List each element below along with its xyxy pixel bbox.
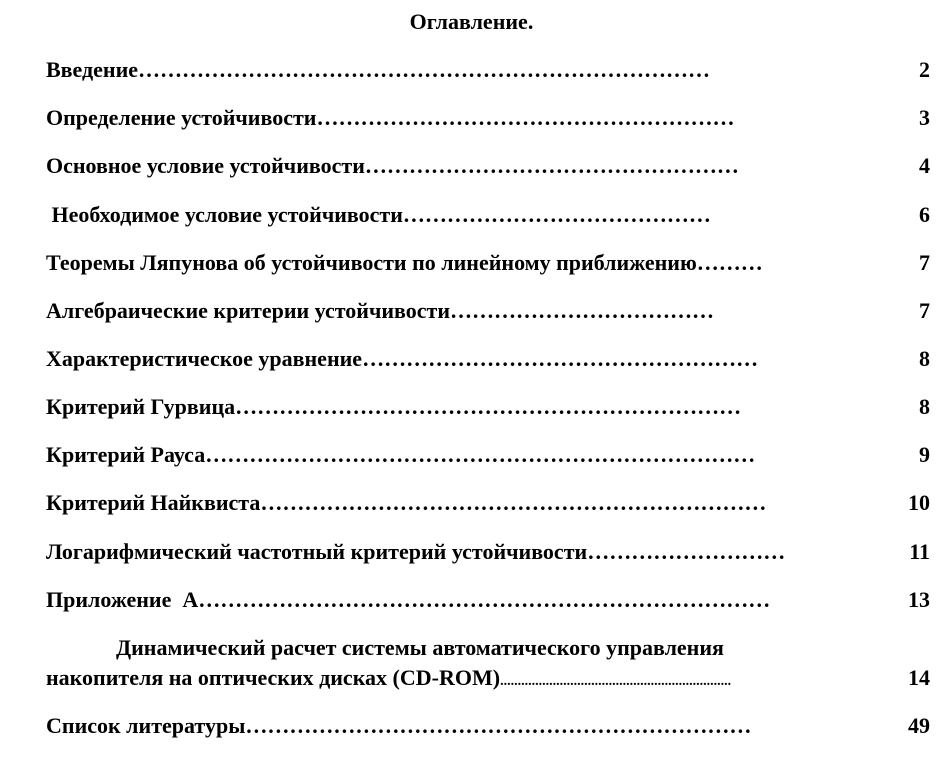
- toc-page-number: 2: [919, 57, 930, 82]
- toc-leader-dots: …………………………………………………: [316, 105, 735, 130]
- toc-leader-dots: ……………………………………: [402, 202, 711, 227]
- toc-page-number: 6: [919, 202, 930, 227]
- toc-entry-label: Основное условие устойчивости: [46, 153, 365, 178]
- toc-entry-label: Теоремы Ляпунова об устойчивости по линейному приближению: [46, 250, 697, 275]
- toc-entry-necessary-condition: [46, 201, 930, 229]
- toc-page-number: 11: [909, 539, 930, 564]
- toc-leader-dots: ………………………………: [450, 298, 715, 323]
- toc-entry-nyquist-criterion: [46, 489, 930, 517]
- toc-entry-routh-criterion: [46, 441, 930, 469]
- toc-entry-basic-condition: [46, 152, 930, 180]
- toc-page-number: 10: [908, 490, 930, 515]
- toc-page-number: 9: [919, 442, 930, 467]
- toc-entry-label: Критерий Найквиста: [46, 490, 261, 515]
- toc-entry-label: Критерий Гурвица: [46, 394, 236, 419]
- toc-page-number: 8: [919, 346, 930, 371]
- toc-entry-label: Критерий Рауса: [46, 442, 206, 467]
- toc-entry-label: Логарифмический частотный критерий устойчивости: [46, 539, 588, 564]
- toc-entry-log-frequency-criterion: [46, 538, 930, 566]
- toc-entry-stability-definition: [46, 104, 930, 132]
- toc-leader-dots: ……………………………………………………………: [235, 394, 742, 419]
- toc-entry-dynamic-calc-line2: [46, 664, 930, 696]
- toc-page-number: 3: [919, 105, 930, 130]
- toc-leader-dots: …………………………………………………………………: [205, 442, 756, 467]
- toc-leader-dots: ……………………………………………………………………: [138, 57, 711, 82]
- toc-leader-dots: ……………………………………………………………: [260, 490, 767, 515]
- toc-entry-appendix-a: [46, 586, 930, 614]
- toc-page-number: 8: [919, 394, 930, 419]
- toc-leader-dots: ..................................................................: [500, 674, 732, 689]
- toc-leader-dots: ……………………………………………………………: [245, 713, 752, 738]
- toc-entry-label: Алгебраические критерии устойчивости: [46, 298, 451, 323]
- toc-entry-algebraic-criteria: [46, 297, 930, 325]
- toc-leader-dots: ……………………………………………: [364, 153, 739, 178]
- toc-entry-label: Определение устойчивости: [46, 105, 317, 130]
- toc-leader-dots: ………………………: [587, 539, 786, 564]
- toc-entry-label: Список литературы: [46, 713, 246, 738]
- toc-entry-introduction: [46, 56, 930, 84]
- toc-entry-bibliography: [46, 712, 930, 740]
- toc-title: Оглавление.: [409, 9, 534, 34]
- toc-entry-hurwitz-criterion: [46, 393, 930, 421]
- toc-entry-label: Характеристическое уравнение: [46, 346, 363, 371]
- toc-leader-dots: ………………………………………………: [362, 346, 759, 371]
- toc-entry-characteristic-equation: [46, 345, 930, 373]
- toc-entry-label: накопителя на оптических дисках (CD-ROM): [46, 665, 501, 690]
- toc-entry-lyapunov-theorems: [46, 249, 930, 277]
- toc-page-number: 13: [908, 587, 930, 612]
- toc-page-number: 14: [908, 665, 930, 690]
- toc-entry-label: Необходимое условие устойчивости: [46, 202, 403, 227]
- toc-entry-dynamic-calc-line1: Динамический расчет системы автоматического управления: [116, 635, 724, 660]
- toc-leader-dots: ………: [696, 250, 763, 275]
- toc-entry-label: Приложение А: [46, 587, 199, 612]
- toc-page-number: 49: [908, 713, 930, 738]
- toc-entry-label: Введение: [46, 57, 139, 82]
- toc-page-number: 7: [919, 250, 930, 275]
- toc-leader-dots: ……………………………………………………………………: [198, 587, 771, 612]
- toc-page-number: 7: [919, 298, 930, 323]
- toc-page-number: 4: [919, 153, 930, 178]
